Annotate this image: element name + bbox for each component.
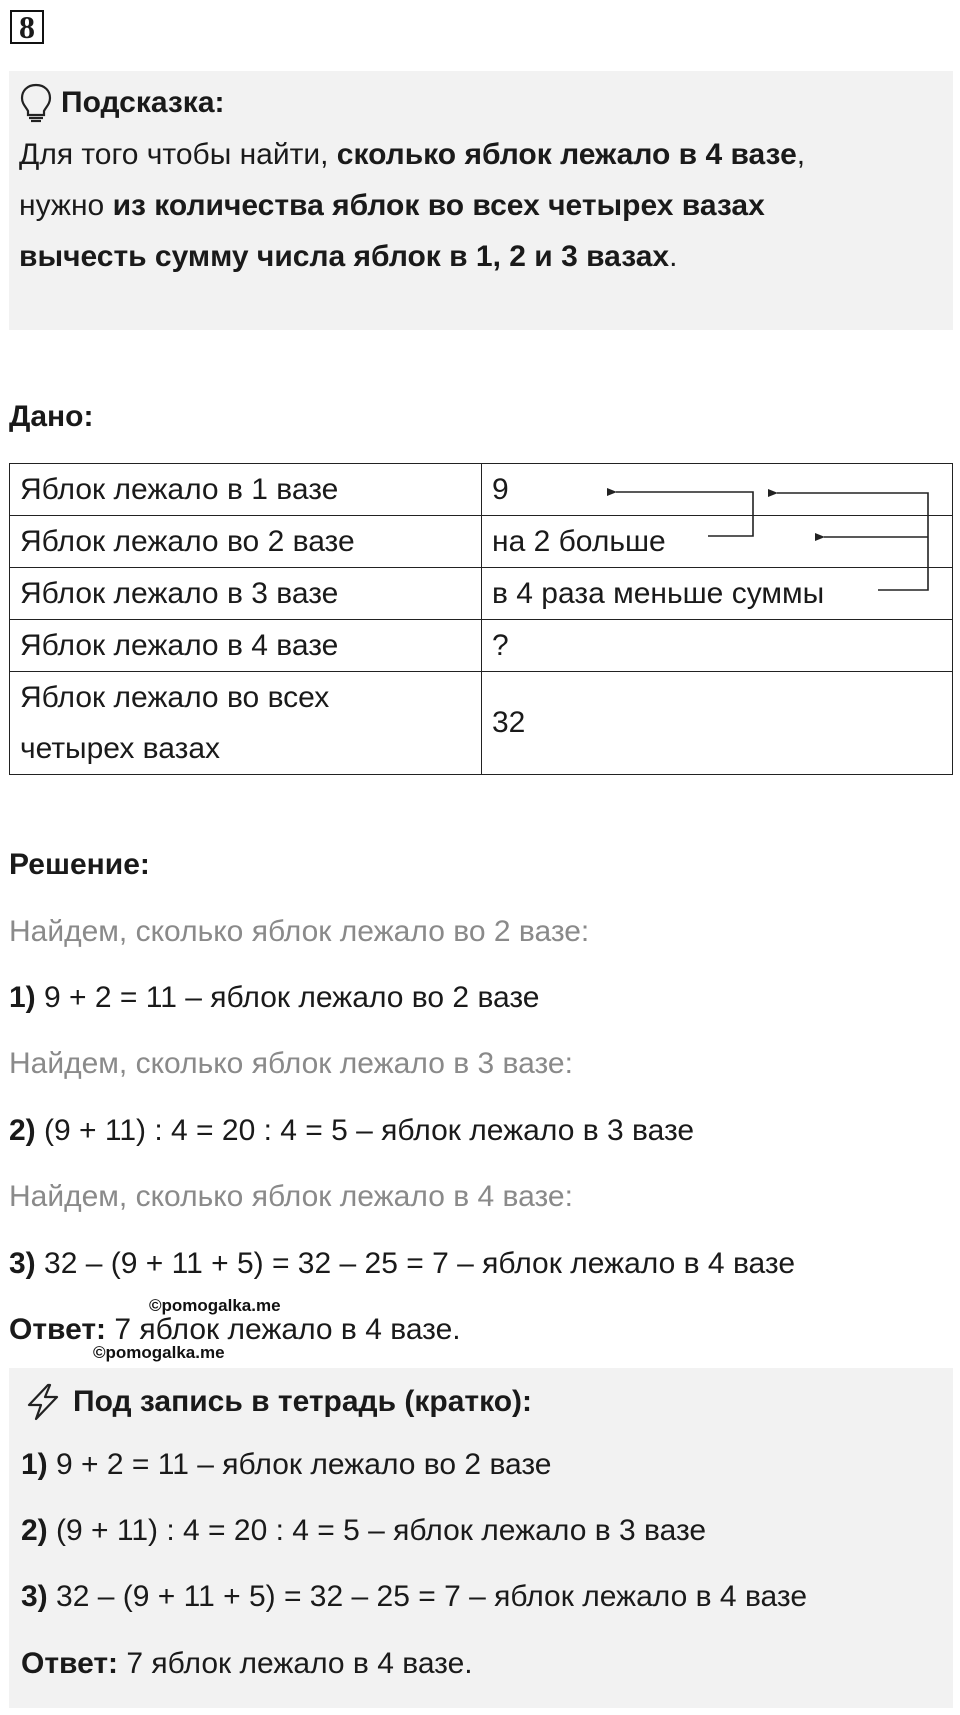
table-cell-value: 9: [482, 464, 953, 516]
notebook-step-1: [21, 1448, 552, 1482]
table-row: [10, 672, 953, 775]
answer-label: Ответ:: [21, 1647, 119, 1680]
table-cell-value: в 4 раза меньше суммы: [482, 568, 953, 620]
step-text: 9 + 2 = 11 – яблок лежало во 2 вазе: [47, 1448, 552, 1481]
solution-intro-3: Найдем, сколько яблок лежало в 4 вазе:: [9, 1180, 573, 1213]
watermark: ©pomogalka.me: [149, 1296, 281, 1315]
table-cell-name: [10, 672, 482, 775]
table-cell-value: ?: [482, 620, 953, 672]
notebook-title: [23, 1382, 532, 1422]
hint-text-bold: сколько яблок лежало в 4 вазе: [336, 138, 797, 171]
solution-label: Решение:: [9, 848, 150, 881]
hint-text-bold: вычесть сумму числа яблок в 1, 2 и 3 вазах: [19, 240, 670, 273]
solution-intro-1: Найдем, сколько яблок лежало во 2 вазе:: [9, 915, 590, 948]
table-row: [10, 568, 953, 620]
answer-label: Ответ:: [9, 1313, 107, 1346]
table-cell-value: 32: [482, 672, 953, 775]
task-number: 8: [10, 10, 44, 44]
given-table: [9, 463, 953, 775]
table-cell-name-line: четырех вазах: [20, 732, 221, 765]
hint-text-part: Для того чтобы найти,: [19, 138, 337, 171]
step-text: 32 – (9 + 11 + 5) = 32 – 25 = 7 – яблок лежало в 4 вазе: [47, 1580, 808, 1613]
hint-text: [19, 129, 943, 282]
step-text: 9 + 2 = 11 – яблок лежало во 2 вазе: [35, 981, 540, 1014]
hint-text-part: ,: [796, 138, 806, 171]
step-number: 1): [9, 981, 36, 1014]
answer-text: 7 яблок лежало в 4 вазе.: [118, 1647, 473, 1680]
solution-step-3: [9, 1247, 795, 1281]
table-cell-name: Яблок лежало во 2 вазе: [10, 516, 482, 568]
step-number: 2): [21, 1514, 48, 1547]
table-row: [10, 516, 953, 568]
step-text: (9 + 11) : 4 = 20 : 4 = 5 – яблок лежало в 3 вазе: [35, 1114, 695, 1147]
lightning-icon: [23, 1382, 63, 1422]
step-number: 1): [21, 1448, 48, 1481]
hint-text-part: нужно: [19, 189, 113, 222]
answer-text: 7 яблок лежало в 4 вазе.: [106, 1313, 461, 1346]
notebook-step-3: [21, 1580, 807, 1614]
hint-text-part: .: [669, 240, 678, 273]
watermark: ©pomogalka.me: [93, 1343, 225, 1362]
hint-text-bold: из количества яблок во всех четырех вазах: [112, 189, 765, 222]
table-row: [10, 464, 953, 516]
lightbulb-icon: [19, 83, 53, 123]
notebook-box: [9, 1368, 953, 1708]
hint-title-text: Подсказка:: [61, 86, 225, 119]
table-cell-name-line: Яблок лежало во всех: [20, 681, 330, 714]
hint-box: [9, 71, 953, 330]
solution-step-1: [9, 981, 540, 1015]
table-row: [10, 620, 953, 672]
notebook-title-text: Под запись в тетрадь (кратко):: [73, 1385, 533, 1418]
solution-answer: [9, 1313, 461, 1347]
step-number: 2): [9, 1114, 36, 1147]
step-number: 3): [9, 1247, 36, 1280]
step-text: 32 – (9 + 11 + 5) = 32 – 25 = 7 – яблок лежало в 4 вазе: [35, 1247, 796, 1280]
solution-intro-2: Найдем, сколько яблок лежало в 3 вазе:: [9, 1047, 573, 1080]
table-cell-name: Яблок лежало в 3 вазе: [10, 568, 482, 620]
notebook-answer: [21, 1647, 473, 1681]
given-label: Дано:: [9, 400, 94, 433]
table-cell-name: Яблок лежало в 1 вазе: [10, 464, 482, 516]
hint-title: [19, 83, 943, 123]
table-cell-value: на 2 больше: [482, 516, 953, 568]
step-number: 3): [21, 1580, 48, 1613]
solution-step-2: [9, 1114, 694, 1148]
table-cell-name: Яблок лежало в 4 вазе: [10, 620, 482, 672]
notebook-step-2: [21, 1514, 706, 1548]
step-text: (9 + 11) : 4 = 20 : 4 = 5 – яблок лежало в 3 вазе: [47, 1514, 707, 1547]
